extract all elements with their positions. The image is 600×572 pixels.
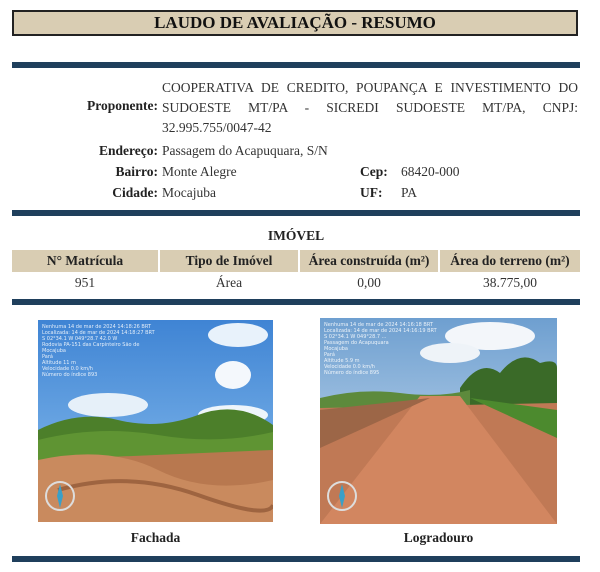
cep-value: 68420-000 bbox=[401, 164, 460, 179]
header-area-terreno: Área do terreno (m²) bbox=[440, 250, 580, 272]
header-matricula: N° Matrícula bbox=[12, 250, 158, 272]
uf-value: PA bbox=[401, 185, 418, 200]
photo-fachada bbox=[38, 320, 273, 522]
photo-logradouro-caption: Logradouro bbox=[403, 530, 474, 545]
photo-fachada-caption: Fachada bbox=[130, 530, 181, 545]
header-tipo: Tipo de Imóvel bbox=[160, 250, 298, 272]
report-title: LAUDO DE AVALIAÇÃO - RESUMO bbox=[12, 10, 578, 36]
header-area-construida: Área construída (m²) bbox=[300, 250, 438, 272]
photo-logradouro-overlay: Nenhuma 14 de mar de 2024 14:16:18 BRT Localizada: 14 de mar de 2024 14:16:19 BRT S 02°34.1 W 049°28.7 ... Passagem do Acapuquara Mocajuba Pará Altitude 5.9 m Velocidade 0.0 km/h Número do índice 895 bbox=[324, 322, 437, 376]
bairro-value: Monte Alegre bbox=[162, 164, 237, 179]
proponente-label: Proponente: bbox=[87, 98, 158, 113]
cep-label: Cep: bbox=[360, 164, 388, 179]
uf-label: UF: bbox=[360, 185, 383, 200]
imovel-title: IMÓVEL bbox=[267, 228, 325, 243]
divider-bar bbox=[12, 299, 580, 305]
bairro-label: Bairro: bbox=[115, 164, 158, 179]
cell-matricula: 951 bbox=[74, 275, 96, 290]
proponente-value: COOPERATIVA DE CREDITO, POUPANÇA E INVESTIMENTO DO SUDOESTE MT/PA - SICREDI SUDOESTE MT/PA, CNPJ: 32.995.755/0047-42 bbox=[162, 80, 578, 135]
cell-area-terreno: 38.775,00 bbox=[483, 275, 537, 290]
cidade-value: Mocajuba bbox=[162, 185, 216, 200]
endereco-label: Endereço: bbox=[99, 143, 158, 158]
cidade-label: Cidade: bbox=[112, 185, 158, 200]
divider-bar bbox=[12, 62, 580, 68]
cell-area-construida: 0,00 bbox=[357, 275, 381, 290]
endereco-value: Passagem do Acapuquara, S/N bbox=[162, 143, 328, 158]
cell-tipo: Área bbox=[215, 275, 243, 290]
divider-bar bbox=[12, 210, 580, 216]
photo-logradouro bbox=[320, 318, 557, 524]
divider-bar bbox=[12, 556, 580, 562]
photo-fachada-overlay: Nenhuma 14 de mar de 2024 14:18:26 BRT Localizada: 14 de mar de 2024 14:18:27 BRT S 02°34.1 W 049°28.7 42.0 W Rodovia PA-151 das Carpinteiro São de Mocajuba Pará Altitude 11 m Velocidade 0.0 km/h Número do índice 893 bbox=[42, 324, 155, 378]
